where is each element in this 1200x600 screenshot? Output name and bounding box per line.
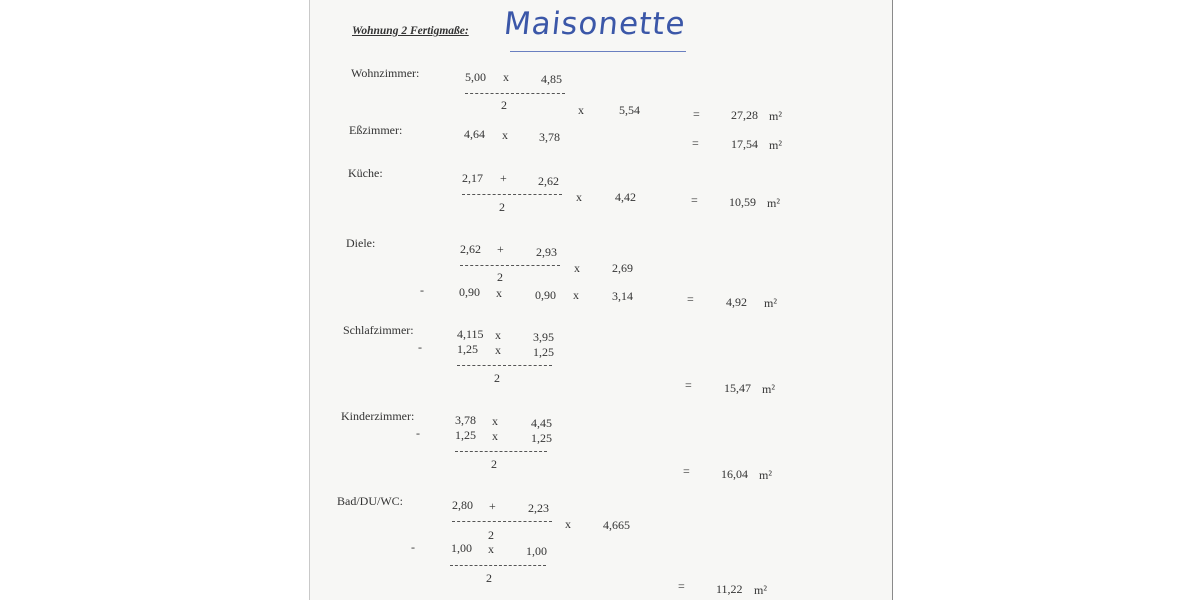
result-value: 10,59 [729, 195, 756, 209]
fraction-line [457, 365, 552, 366]
equals-sign: = [687, 292, 694, 306]
value: 2,62 [538, 174, 559, 188]
value: 1,00 [451, 541, 472, 555]
unit: m² [767, 196, 780, 210]
operator: x [502, 128, 508, 142]
value: 1,25 [457, 342, 478, 356]
unit: m² [759, 468, 772, 482]
value: 1,00 [526, 544, 547, 558]
equals-sign: = [678, 579, 685, 593]
minus-sign: - [416, 426, 420, 440]
operator: + [500, 171, 507, 185]
value: 0,90 [459, 285, 480, 299]
minus-sign: - [411, 540, 415, 554]
minus-sign: - [418, 340, 422, 354]
operator: x [576, 190, 582, 204]
operator: x [503, 70, 509, 84]
room-label-kueche: Küche: [348, 166, 383, 180]
value: 1,25 [455, 428, 476, 442]
value: 3,78 [539, 130, 560, 144]
equals-sign: = [692, 136, 699, 150]
unit: m² [769, 109, 782, 123]
value: 2 [488, 528, 494, 542]
value: 4,115 [457, 327, 484, 341]
operator: x [574, 261, 580, 275]
operator: x [578, 103, 584, 117]
unit: m² [754, 583, 767, 597]
value: 5,00 [465, 70, 486, 84]
equals-sign: = [683, 464, 690, 478]
value: 0,90 [535, 288, 556, 302]
value: 4,64 [464, 127, 485, 141]
handwritten-underline [510, 51, 686, 52]
room-label-esszimmer: Eßzimmer: [349, 123, 403, 137]
room-label-kinderzimmer: Kinderzimmer: [341, 409, 415, 423]
room-label-bad-du-wc: Bad/DU/WC: [337, 494, 403, 508]
result-value: 17,54 [731, 137, 758, 151]
unit: m² [764, 296, 777, 310]
fraction-line [465, 93, 565, 94]
unit: m² [762, 382, 775, 396]
value: 2 [491, 457, 497, 471]
value: 2 [497, 270, 503, 284]
operator: + [489, 499, 496, 513]
operator: x [492, 429, 498, 443]
equals-sign: = [685, 378, 692, 392]
value: 2,93 [536, 245, 557, 259]
value: 2 [494, 371, 500, 385]
fraction-line [460, 265, 560, 266]
value: 1,25 [533, 345, 554, 359]
document-title: Wohnung 2 Fertigmaße: [352, 25, 469, 37]
value: 4,85 [541, 72, 562, 86]
operator: x [496, 286, 502, 300]
value: 3,14 [612, 289, 633, 303]
fraction-line [452, 521, 552, 522]
operator: x [492, 414, 498, 428]
operator: x [495, 343, 501, 357]
value: 2 [499, 200, 505, 214]
value: 3,78 [455, 413, 476, 427]
value: 3,95 [533, 330, 554, 344]
operator: x [495, 328, 501, 342]
unit: m² [769, 138, 782, 152]
operator: x [565, 517, 571, 531]
value: 4,665 [603, 518, 630, 532]
room-label-diele: Diele: [346, 236, 376, 250]
fraction-line [455, 451, 547, 452]
value: 2 [501, 98, 507, 112]
value: 5,54 [619, 103, 640, 117]
value: 2,69 [612, 261, 633, 275]
room-label-schlafzimmer: Schlafzimmer: [343, 323, 414, 337]
document-page [309, 0, 893, 600]
equals-sign: = [691, 193, 698, 207]
equals-sign: = [693, 107, 700, 121]
value: 1,25 [531, 431, 552, 445]
value: 4,45 [531, 416, 552, 430]
value: 2,23 [528, 501, 549, 515]
operator: + [497, 242, 504, 256]
minus-sign: - [420, 283, 424, 297]
result-value: 16,04 [721, 467, 748, 481]
value: 2,62 [460, 242, 481, 256]
result-value: 15,47 [724, 381, 751, 395]
operator: x [488, 542, 494, 556]
fraction-line [462, 194, 562, 195]
value: 2,80 [452, 498, 473, 512]
value: 4,42 [615, 190, 636, 204]
value: 2 [486, 571, 492, 585]
handwritten-note: Maisonette [502, 6, 688, 42]
value: 2,17 [462, 171, 483, 185]
room-label-wohnzimmer: Wohnzimmer: [351, 66, 420, 80]
result-value: 11,22 [716, 582, 743, 596]
operator: x [573, 288, 579, 302]
result-value: 27,28 [731, 108, 758, 122]
fraction-line [450, 565, 546, 566]
result-value: 4,92 [726, 295, 747, 309]
